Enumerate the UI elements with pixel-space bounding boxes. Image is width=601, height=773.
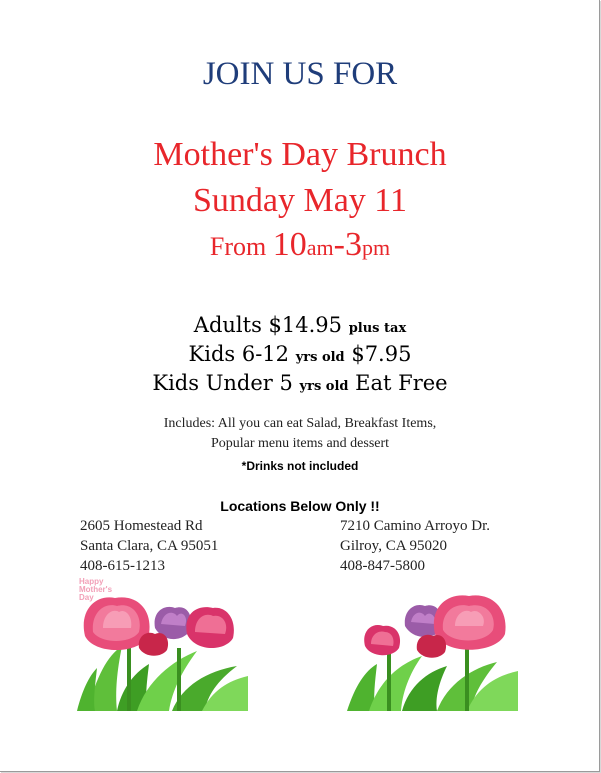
time-prefix: From [209,232,273,261]
address-street: 7210 Camino Arroyo Dr. [340,518,490,534]
tulip-illustration [347,576,518,711]
address-city: Gilroy, CA 95020 [340,538,447,554]
time-separator: - [333,226,345,263]
tulip-image-right [347,576,518,711]
price-adults [0,313,600,337]
happy-mothers-day-text: Happy Mother's Day [79,577,113,602]
price-tail: Eat Free [348,371,448,395]
price-label: Kids Under 5 [152,371,300,395]
event-title: Mother's Day Brunch [153,136,447,173]
price-qualifier: yrs old [295,350,345,365]
time-end-unit: pm [361,235,391,260]
location-gilroy [340,516,490,576]
price-qualifier: plus tax [348,321,407,336]
time-start-num: 10 [272,226,307,263]
tulip-image-left [77,576,248,711]
includes-line-1: Includes: All you can eat Salad, Breakfast Items, [163,416,437,431]
time-end-num: 3 [344,226,362,263]
event-time [0,226,600,264]
price-kids [0,342,600,366]
address-city: Santa Clara, CA 95051 [80,538,219,554]
price-kids-under-5 [0,371,600,395]
price-tail: $7.95 [344,342,412,366]
price-label: Adults $14.95 [193,313,349,337]
drinks-note: *Drinks not included [241,459,359,473]
address-street: 2605 Homestead Rd [80,518,203,534]
location-santa-clara [80,516,218,576]
price-qualifier: yrs old [299,379,349,394]
price-label: Kids 6-12 [188,342,296,366]
locations-heading: Locations Below Only !! [220,498,380,514]
address-phone: 408-847-5800 [340,558,425,574]
event-date: Sunday May 11 [192,182,408,219]
includes-line-2: Popular menu items and dessert [210,436,390,451]
address-phone: 408-615-1213 [80,558,165,574]
join-heading: JOIN US FOR [202,56,398,92]
time-start-unit: am [306,235,334,260]
